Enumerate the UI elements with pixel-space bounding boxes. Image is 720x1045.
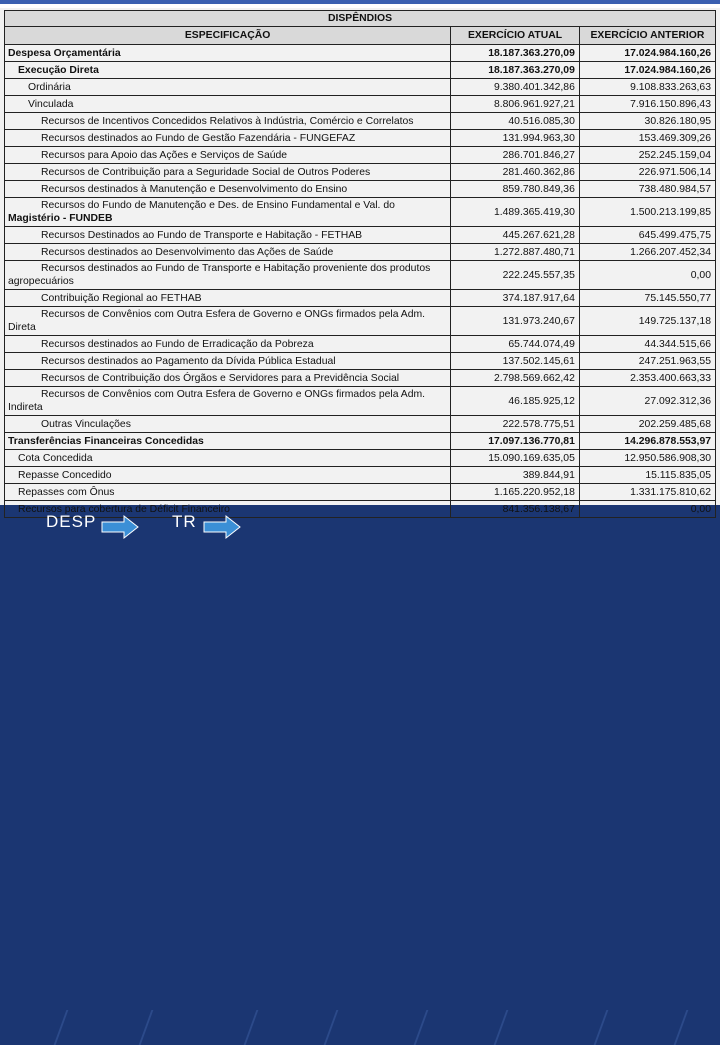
table-row [5,147,716,164]
row-spec: Recursos destinados ao Fundo de Erradicação da Pobreza [5,336,451,353]
table-row [5,433,716,450]
row-current-value: 1.165.220.952,18 [451,484,580,501]
row-current-value: 286.701.846,27 [451,147,580,164]
row-previous-value: 153.469.309,26 [579,130,715,147]
row-spec: Transferências Financeiras Concedidas [5,433,451,450]
row-spec: Recursos de Contribuição para a Seguridade Social de Outros Poderes [5,164,451,181]
row-spec [5,387,451,416]
table-title: DISPÊNDIOS [5,11,716,27]
top-bar [0,0,720,8]
table-row [5,244,716,261]
row-spec [5,198,451,227]
row-spec: Repasse Concedido [5,467,451,484]
row-current-value: 9.380.401.342,86 [451,79,580,96]
table-row [5,336,716,353]
row-spec-line2: Indireta [8,402,43,413]
table-row [5,181,716,198]
row-current-value: 15.090.169.635,05 [451,450,580,467]
row-spec: Recursos Destinados ao Fundo de Transporte e Habitação - FETHAB [5,227,451,244]
row-spec: Recursos destinados à Manutenção e Desenvolvimento do Ensino [5,181,451,198]
row-spec: Recursos de Contribuição dos Órgãos e Servidores para a Previdência Social [5,370,451,387]
row-spec [5,307,451,336]
tr-button[interactable]: TR [172,512,197,531]
header-spec: ESPECIFICAÇÃO [5,27,451,45]
row-previous-value: 30.826.180,95 [579,113,715,130]
table-row [5,387,716,416]
row-spec-line2: Magistério - FUNDEB [8,213,113,224]
row-previous-value: 645.499.475,75 [579,227,715,244]
row-spec: Repasses com Ônus [5,484,451,501]
row-spec: Outras Vinculações [5,416,451,433]
row-previous-value: 0,00 [579,501,715,518]
desp-button[interactable]: DESP [46,512,97,531]
row-current-value: 374.187.917,64 [451,290,580,307]
table-row [5,307,716,336]
row-current-value: 859.780.849,36 [451,181,580,198]
table-header-row [5,27,716,45]
row-spec: Vinculada [5,96,451,113]
row-current-value: 8.806.961.927,21 [451,96,580,113]
row-previous-value: 9.108.833.263,63 [579,79,715,96]
row-spec: Recursos destinados ao Pagamento da Dívida Pública Estadual [5,353,451,370]
row-current-value: 841.356.138,67 [451,501,580,518]
row-spec: Contribuição Regional ao FETHAB [5,290,451,307]
row-previous-value: 44.344.515,66 [579,336,715,353]
table-row [5,450,716,467]
row-spec-line1: Recursos do Fundo de Manutenção e Des. de Ensino Fundamental e Val. do [41,200,395,211]
row-spec: Despesa Orçamentária [5,45,451,62]
row-current-value: 389.844,91 [451,467,580,484]
table-row [5,164,716,181]
row-previous-value: 12.950.586.908,30 [579,450,715,467]
row-current-value: 18.187.363.270,09 [451,45,580,62]
row-current-value: 281.460.362,86 [451,164,580,181]
table-row [5,45,716,62]
header-previous: EXERCÍCIO ANTERIOR [579,27,715,45]
row-current-value: 137.502.145,61 [451,353,580,370]
row-spec: Recursos para cobertura de Déficit Financeiro [5,501,451,518]
row-previous-value: 0,00 [579,261,715,290]
row-previous-value: 226.971.506,14 [579,164,715,181]
top-bar-accent [0,0,720,4]
row-current-value: 222.578.775,51 [451,416,580,433]
row-current-value: 1.489.365.419,30 [451,198,580,227]
row-spec [5,261,451,290]
table-row [5,416,716,433]
header-current: EXERCÍCIO ATUAL [451,27,580,45]
table-row [5,261,716,290]
table-row [5,79,716,96]
row-spec-line1: Recursos destinados ao Fundo de Transporte e Habitação proveniente dos produtos [41,263,431,274]
row-current-value: 222.245.557,35 [451,261,580,290]
table-row [5,484,716,501]
row-spec: Recursos para Apoio das Ações e Serviços de Saúde [5,147,451,164]
table-row [5,370,716,387]
row-previous-value: 14.296.878.553,97 [579,433,715,450]
row-previous-value: 202.259.485,68 [579,416,715,433]
table-row [5,96,716,113]
row-spec: Recursos destinados ao Desenvolvimento das Ações de Saúde [5,244,451,261]
desp-arrow-icon[interactable] [100,514,140,540]
row-spec-line2: Direta [8,322,36,333]
row-current-value: 65.744.074,49 [451,336,580,353]
tr-arrow-icon[interactable] [202,514,242,540]
row-previous-value: 17.024.984.160,26 [579,62,715,79]
row-current-value: 131.994.963,30 [451,130,580,147]
row-current-value: 18.187.363.270,09 [451,62,580,79]
row-spec: Recursos de Incentivos Concedidos Relativos à Indústria, Comércio e Correlatos [5,113,451,130]
row-previous-value: 1.266.207.452,34 [579,244,715,261]
expenditure-table [4,10,716,518]
row-previous-value: 738.480.984,57 [579,181,715,198]
row-previous-value: 149.725.137,18 [579,307,715,336]
row-current-value: 2.798.569.662,42 [451,370,580,387]
row-spec: Recursos destinados ao Fundo de Gestão Fazendária - FUNGEFAZ [5,130,451,147]
row-previous-value: 247.251.963,55 [579,353,715,370]
row-previous-value: 27.092.312,36 [579,387,715,416]
row-current-value: 17.097.136.770,81 [451,433,580,450]
table-row [5,130,716,147]
row-previous-value: 252.245.159,04 [579,147,715,164]
table-row [5,353,716,370]
row-spec-line2: agropecuários [8,276,74,287]
row-spec: Ordinária [5,79,451,96]
table-row [5,198,716,227]
row-previous-value: 1.331.175.810,62 [579,484,715,501]
row-previous-value: 2.353.400.663,33 [579,370,715,387]
table-row [5,227,716,244]
row-previous-value: 75.145.550,77 [579,290,715,307]
row-previous-value: 1.500.213.199,85 [579,198,715,227]
row-spec: Cota Concedida [5,450,451,467]
table-row [5,290,716,307]
row-spec: Execução Direta [5,62,451,79]
table-row [5,467,716,484]
table-row [5,62,716,79]
row-current-value: 445.267.621,28 [451,227,580,244]
row-current-value: 131.973.240,67 [451,307,580,336]
table-row [5,113,716,130]
row-previous-value: 17.024.984.160,26 [579,45,715,62]
row-current-value: 40.516.085,30 [451,113,580,130]
row-previous-value: 7.916.150.896,43 [579,96,715,113]
row-current-value: 1.272.887.480,71 [451,244,580,261]
row-spec-line1: Recursos de Convênios com Outra Esfera de Governo e ONGs firmados pela Adm. [41,389,426,400]
table-title-row [5,11,716,27]
row-spec-line1: Recursos de Convênios com Outra Esfera de Governo e ONGs firmados pela Adm. [41,309,426,320]
row-current-value: 46.185.925,12 [451,387,580,416]
row-previous-value: 15.115.835,05 [579,467,715,484]
spreadsheet [0,8,720,515]
